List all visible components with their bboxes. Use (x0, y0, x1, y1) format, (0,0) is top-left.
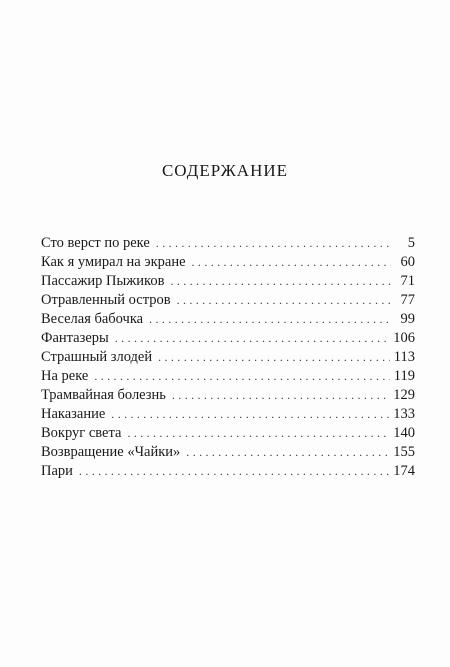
toc-entry-page: 174 (393, 463, 415, 479)
table-of-contents (41, 234, 415, 481)
toc-entry (41, 310, 415, 329)
toc-entry-page: 77 (400, 292, 415, 308)
toc-entry-page: 129 (393, 387, 415, 403)
toc-entry (41, 234, 415, 253)
dot-leader (186, 443, 389, 462)
dot-leader (170, 272, 391, 291)
toc-entry-title: Фантазеры (41, 330, 109, 346)
toc-entry (41, 462, 415, 481)
dot-leader (149, 310, 391, 329)
toc-entry-title: Сто верст по реке (41, 235, 150, 251)
dot-leader (115, 329, 389, 348)
toc-entry (41, 348, 415, 367)
toc-entry-title: Веселая бабочка (41, 311, 144, 327)
toc-entry-page: 71 (400, 273, 415, 289)
toc-entry (41, 386, 415, 405)
toc-entry-page: 60 (400, 254, 415, 270)
dot-leader (172, 386, 389, 405)
toc-entry (41, 253, 415, 272)
toc-entry-title: Страшный злодей (41, 349, 153, 365)
dot-leader (127, 424, 389, 443)
toc-entry-page: 5 (407, 235, 415, 251)
dot-leader (158, 348, 390, 367)
toc-entry-page: 119 (393, 368, 415, 384)
dot-leader (192, 253, 391, 272)
dot-leader (79, 462, 389, 481)
toc-entry (41, 272, 415, 291)
toc-entry-page: 155 (393, 444, 415, 460)
toc-entry-page: 133 (393, 406, 415, 422)
dot-leader (156, 234, 391, 253)
toc-entry-title: Вокруг света (41, 425, 122, 441)
toc-entry (41, 443, 415, 462)
toc-entry-title: Пассажир Пыжиков (41, 273, 165, 289)
toc-entry-title: Как я умирал на экране (41, 254, 186, 270)
toc-entry-title: Возвращение «Чайки» (41, 444, 181, 460)
toc-entry-title: На реке (41, 368, 89, 384)
dot-leader (111, 405, 389, 424)
toc-entry (41, 424, 415, 443)
toc-entry-title: Наказание (41, 406, 106, 422)
page-title: СОДЕРЖАНИЕ (161, 161, 289, 180)
toc-entry-title: Пари (41, 463, 73, 479)
toc-entry (41, 329, 415, 348)
toc-entry-page: 106 (393, 330, 415, 346)
toc-entry-title: Трамвайная болезнь (41, 387, 166, 403)
toc-entry-page: 99 (400, 311, 415, 327)
toc-entry (41, 405, 415, 424)
toc-entry-title: Отравленный остров (41, 292, 171, 308)
toc-entry (41, 367, 415, 386)
dot-leader (177, 291, 391, 310)
dot-leader (94, 367, 389, 386)
toc-entry-page: 113 (393, 349, 415, 365)
toc-entry-page: 140 (393, 425, 415, 441)
toc-entry (41, 291, 415, 310)
